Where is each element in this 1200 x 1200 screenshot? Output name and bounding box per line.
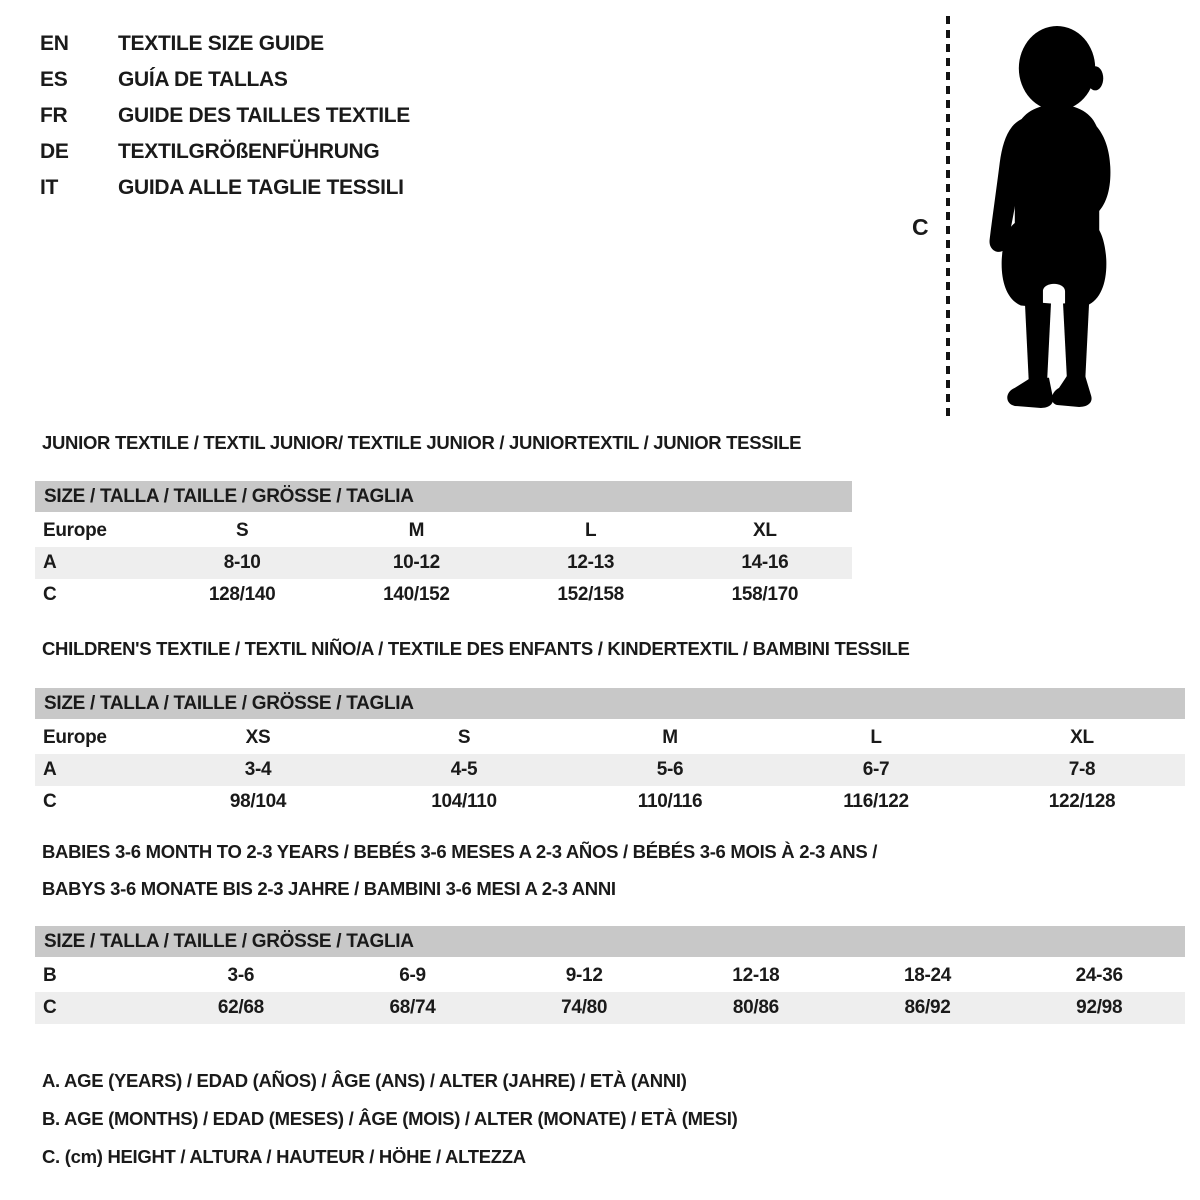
table-cell: 98/104 <box>229 791 287 812</box>
lang-code: FR <box>40 104 68 127</box>
table-row <box>35 960 1185 992</box>
table-cell: 7-8 <box>1068 759 1096 780</box>
lang-code: EN <box>40 32 69 55</box>
table-cell: 128/140 <box>208 584 276 605</box>
lang-title: GUÍA DE TALLAS <box>118 68 288 91</box>
legend-line-c: C. (cm) HEIGHT / ALTURA / HAUTEUR / HÖHE / ALTEZZA <box>42 1146 526 1167</box>
height-measure-dashed-line <box>946 16 950 418</box>
table-cell: 86/92 <box>904 997 951 1018</box>
table-cell: 158/170 <box>731 584 799 605</box>
table-cell: XS <box>245 727 271 748</box>
row-label: Europe <box>43 520 107 541</box>
table-cell: 12-13 <box>567 552 615 573</box>
lang-row-en <box>40 26 410 62</box>
table-cell: 10-12 <box>392 552 440 573</box>
lang-row-fr <box>40 98 410 134</box>
table-cell: 12-18 <box>732 965 780 986</box>
legend-line-b: B. AGE (MONTHS) / EDAD (MESES) / ÂGE (MOIS) / ALTER (MONATE) / ETÀ (MESI) <box>42 1108 738 1129</box>
table-cell: 110/116 <box>637 791 703 812</box>
table-cell: 9-12 <box>565 965 603 986</box>
lang-title: TEXTILE SIZE GUIDE <box>118 32 324 55</box>
table-cell: L <box>870 727 882 748</box>
table-cell: XL <box>1070 727 1094 748</box>
row-label: B <box>43 965 57 986</box>
table-cell: 74/80 <box>561 997 608 1018</box>
row-label: Europe <box>43 727 107 748</box>
children-size-table <box>35 688 1185 818</box>
lang-code: DE <box>40 140 69 163</box>
table-cell: L <box>584 520 597 541</box>
table-row <box>35 579 852 611</box>
table-cell: 3-4 <box>244 759 272 780</box>
babies-table-rows <box>35 960 1185 1024</box>
row-label: A <box>43 759 57 780</box>
table-cell: 152/158 <box>557 584 624 605</box>
table-cell: 24-36 <box>1075 965 1123 986</box>
table-cell: 122/128 <box>1048 791 1116 812</box>
table-cell: 18-24 <box>903 965 952 986</box>
babies-title-line-1: BABIES 3-6 MONTH TO 2-3 YEARS / BEBÉS 3-6 MESES A 2-3 AÑOS / BÉBÉS 3-6 MOIS À 2-3 ANS / <box>42 841 878 862</box>
table-cell: 6-7 <box>862 759 890 780</box>
table-cell: 116/122 <box>843 791 909 812</box>
row-label: C <box>43 791 57 812</box>
table-cell: 68/74 <box>389 997 436 1018</box>
language-header <box>40 26 410 206</box>
lang-title: GUIDE DES TAILLES TEXTILE <box>118 104 410 127</box>
legend <box>42 1062 737 1176</box>
toddler-silhouette-icon <box>968 14 1140 416</box>
table-row <box>35 754 1185 786</box>
lang-code: IT <box>40 176 59 199</box>
lang-row-de <box>40 134 410 170</box>
junior-section-title: JUNIOR TEXTILE / TEXTIL JUNIOR/ TEXTILE JUNIOR / JUNIORTEXTIL / JUNIOR TESSILE <box>42 432 802 453</box>
table-cell: 62/68 <box>217 997 264 1018</box>
table-cell: S <box>457 727 471 748</box>
lang-code: ES <box>40 68 68 91</box>
table-cell: 92/98 <box>1076 997 1123 1018</box>
table-row <box>35 786 1185 818</box>
babies-size-bar: SIZE / TALLA / TAILLE / GRÖSSE / TAGLIA <box>35 926 1185 957</box>
table-cell: S <box>235 520 249 541</box>
table-cell: 5-6 <box>656 759 684 780</box>
height-measure-label: C <box>912 214 929 240</box>
children-size-bar: SIZE / TALLA / TAILLE / GRÖSSE / TAGLIA <box>35 688 1185 719</box>
table-cell: 104/110 <box>431 791 497 812</box>
table-row <box>35 992 1185 1024</box>
lang-row-it <box>40 170 410 206</box>
lang-row-es <box>40 62 410 98</box>
junior-size-bar: SIZE / TALLA / TAILLE / GRÖSSE / TAGLIA <box>35 481 852 512</box>
table-cell: 8-10 <box>223 552 261 573</box>
children-section-title: CHILDREN'S TEXTILE / TEXTIL NIÑO/A / TEXTILE DES ENFANTS / KINDERTEXTIL / BAMBINI TESSILE <box>42 638 910 659</box>
babies-section-title <box>42 833 877 907</box>
row-label: A <box>43 552 57 573</box>
table-row <box>35 722 1185 754</box>
table-row <box>35 515 852 547</box>
legend-line-a: A. AGE (YEARS) / EDAD (AÑOS) / ÂGE (ANS) / ALTER (JAHRE) / ETÀ (ANNI) <box>42 1070 687 1091</box>
table-cell: M <box>408 520 425 541</box>
table-cell: 140/152 <box>383 584 450 605</box>
table-cell: 14-16 <box>741 552 789 573</box>
babies-title-line-2: BABYS 3-6 MONATE BIS 2-3 JAHRE / BAMBINI 3-6 MESI A 2-3 ANNI <box>42 878 616 899</box>
table-row <box>35 547 852 579</box>
table-cell: 4-5 <box>450 759 478 780</box>
table-cell: 80/86 <box>732 997 779 1018</box>
babies-size-table <box>35 926 1185 1024</box>
junior-size-table <box>35 481 852 611</box>
table-cell: M <box>662 727 678 748</box>
lang-title: TEXTILGRÖßENFÜHRUNG <box>118 140 380 163</box>
row-label: C <box>43 997 57 1018</box>
row-label: C <box>43 584 57 605</box>
lang-title: GUIDA ALLE TAGLIE TESSILI <box>118 176 404 199</box>
table-cell: 6-9 <box>399 965 426 986</box>
table-cell: 3-6 <box>227 965 255 986</box>
junior-table-rows <box>35 515 852 611</box>
children-table-rows <box>35 722 1185 818</box>
table-cell: XL <box>753 520 777 541</box>
